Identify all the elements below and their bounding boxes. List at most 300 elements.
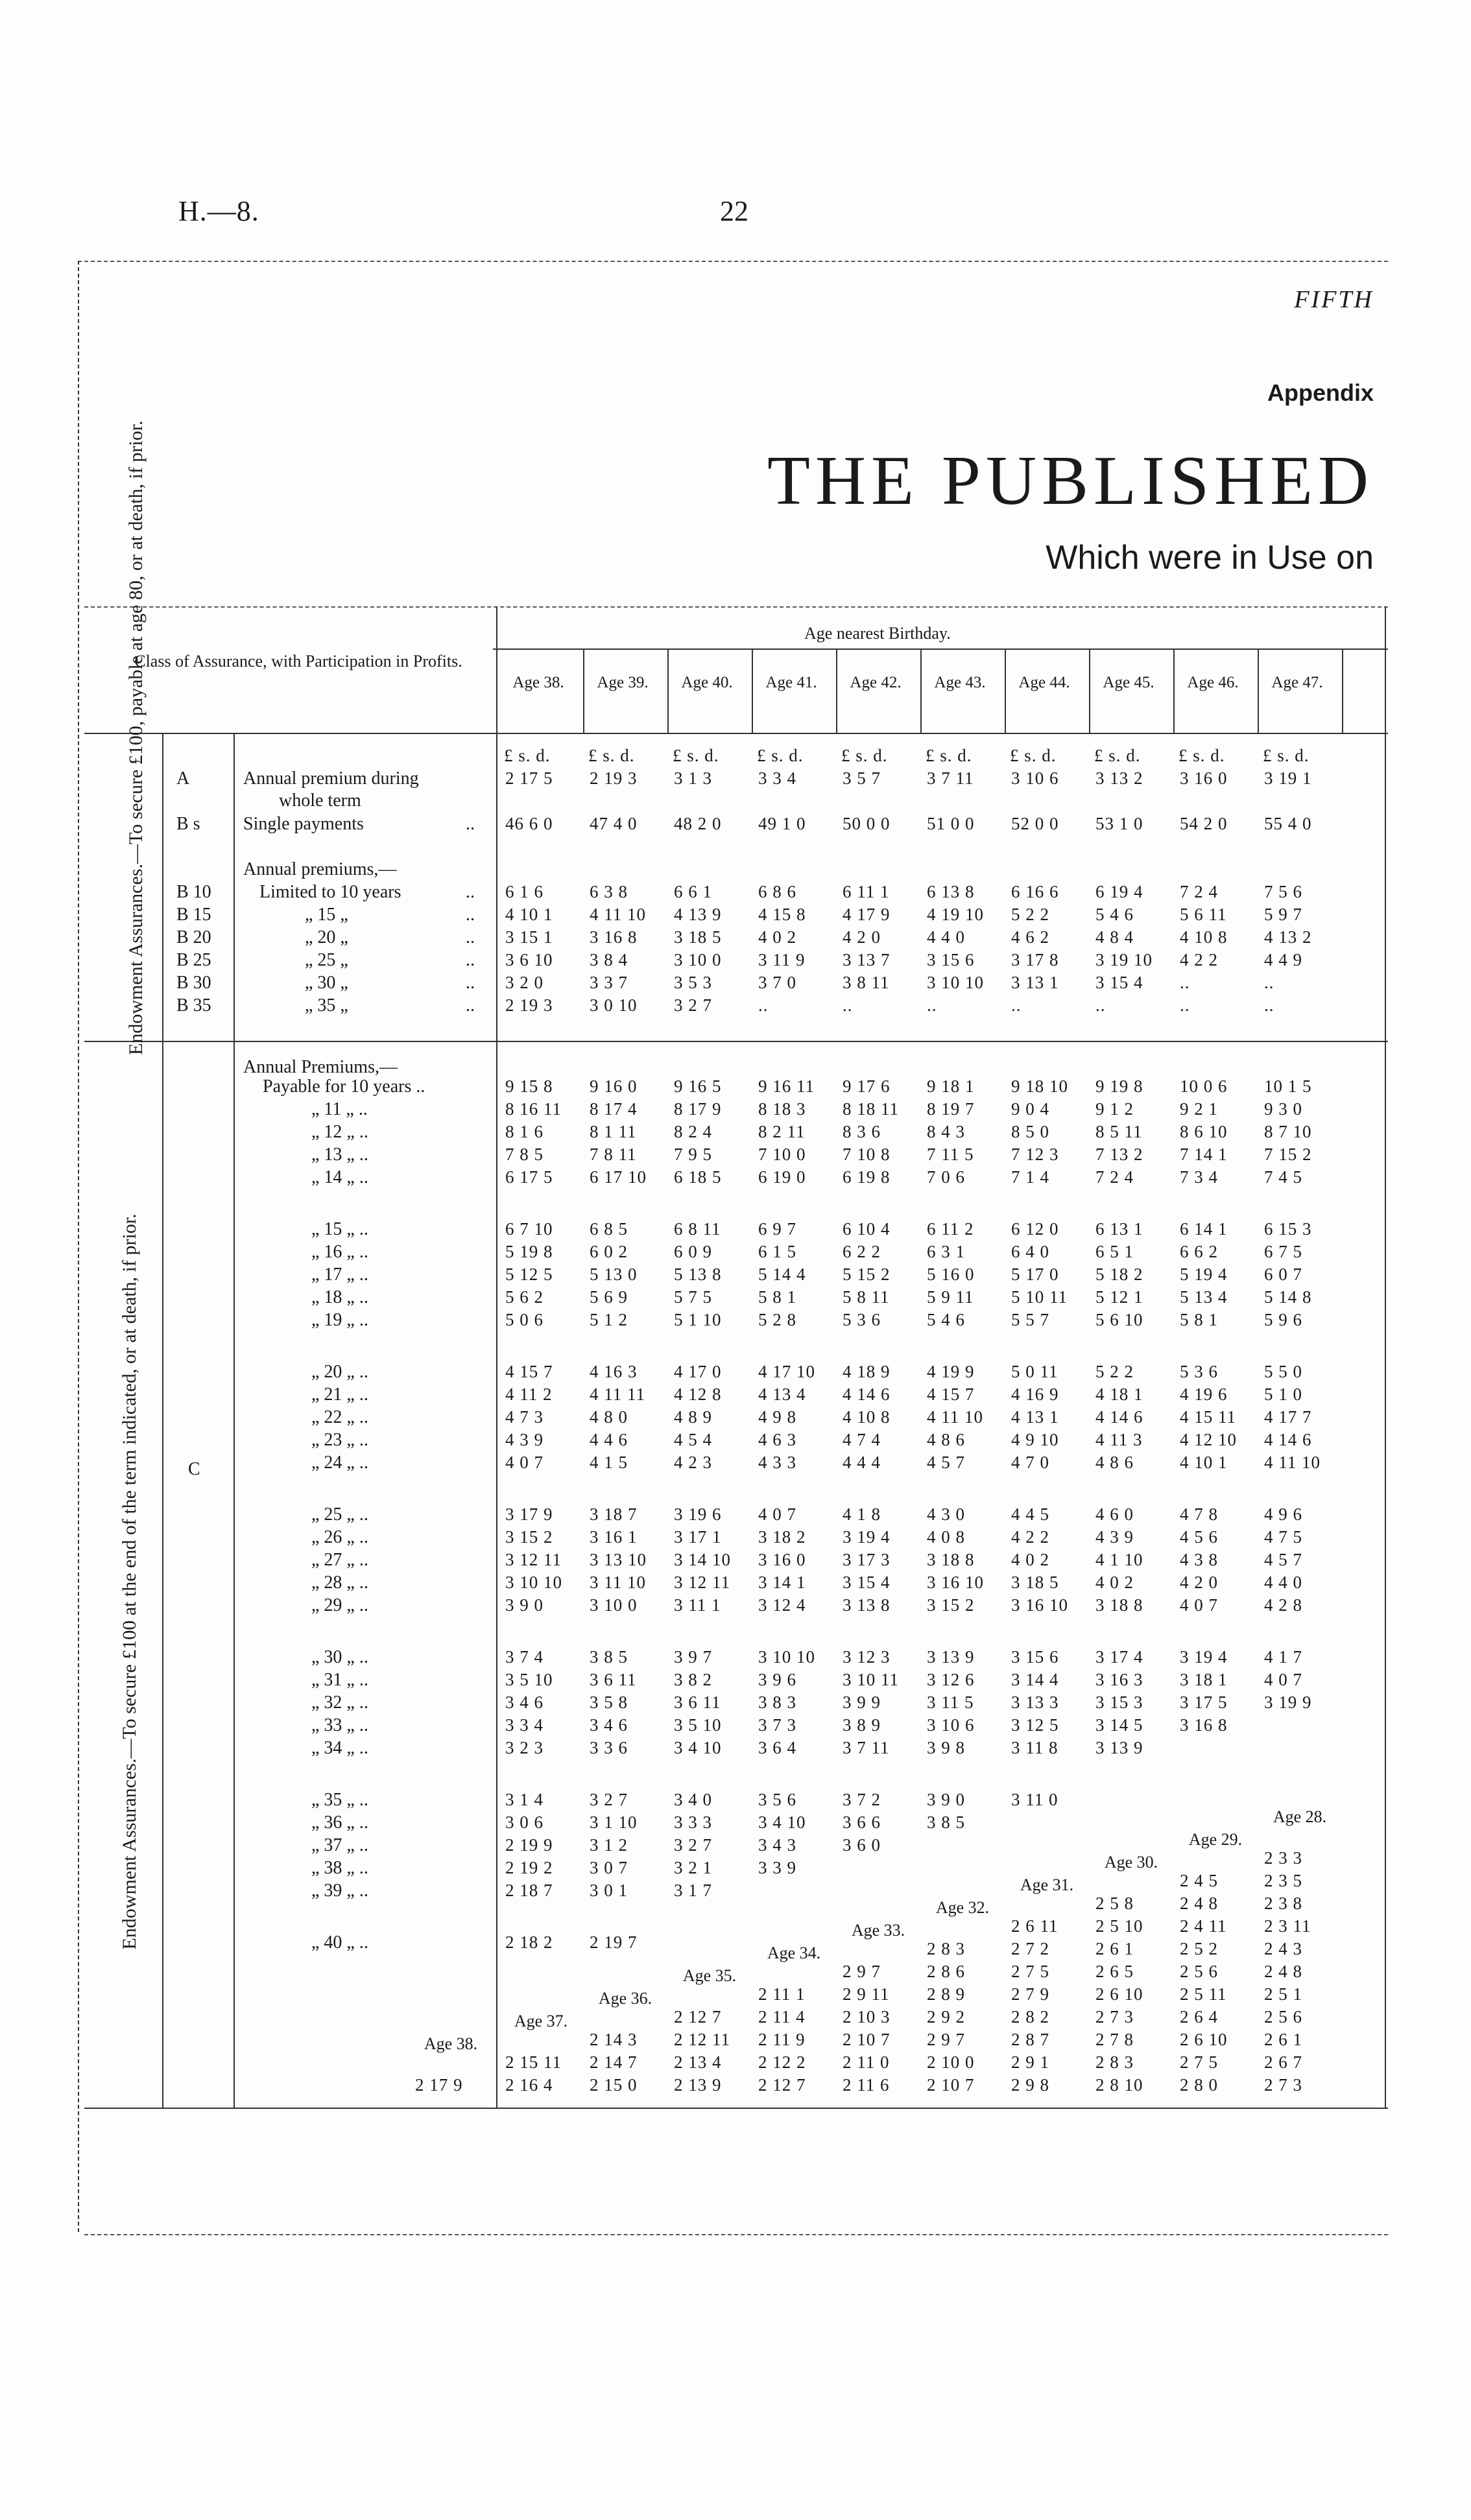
premium-cell: 8 18 3 [758, 1099, 806, 1119]
premium-cell: .. [1011, 995, 1022, 1015]
term-label: Payable for 10 years .. [263, 1076, 425, 1097]
staircase-cell: 2 4 5 [1180, 1871, 1218, 1890]
premium-cell: 9 17 6 [843, 1076, 891, 1096]
staircase-age-label: Age 31. [1020, 1875, 1074, 1894]
staircase-cell: 2 10 3 [843, 2007, 891, 2027]
staircase-cell: 2 9 2 [927, 2007, 965, 2027]
premium-cell: 3 13 9 [1095, 1738, 1143, 1757]
premium-cell: 3 6 11 [674, 1693, 721, 1712]
col-rule-right [1385, 606, 1386, 2108]
premium-cell: 55 4 0 [1264, 814, 1312, 833]
premium-cell: 6 18 5 [674, 1167, 722, 1187]
col-rule [1342, 648, 1343, 733]
leader-dots: .. [466, 814, 475, 834]
premium-cell: 6 0 7 [1264, 1265, 1302, 1284]
class-code: A [176, 768, 190, 789]
staircase-cell: 2 17 9 [415, 2075, 463, 2095]
term-label: „ 21 „ .. [311, 1385, 368, 1405]
premium-cell: 3 1 10 [590, 1813, 638, 1832]
premium-cell: 7 2 4 [1095, 1167, 1134, 1187]
premium-cell: 3 5 8 [590, 1693, 628, 1712]
class-code: B 35 [176, 995, 211, 1016]
leader-dots: .. [466, 882, 475, 902]
staircase-cell: 2 9 8 [1011, 2075, 1049, 2095]
term-label: „ 14 „ .. [311, 1167, 368, 1187]
currency-header: £ s. d. [673, 746, 719, 765]
staircase-cell: 2 6 1 [1264, 2030, 1302, 2049]
premium-cell: .. [1180, 973, 1190, 992]
premium-cell: 3 0 1 [590, 1881, 628, 1900]
premium-cell: 6 0 9 [674, 1242, 712, 1261]
col-rule [1173, 648, 1175, 733]
premium-cell: 4 3 9 [505, 1430, 544, 1449]
premium-cell: 3 10 10 [758, 1647, 815, 1667]
premium-cell: 50 0 0 [843, 814, 891, 833]
staircase-cell: 2 7 2 [1011, 1939, 1049, 1958]
premium-cell: 4 11 10 [927, 1407, 983, 1427]
staircase-cell: 2 15 0 [590, 2075, 638, 2095]
top-rule [78, 261, 1388, 262]
staircase-cell: 2 5 2 [1180, 1939, 1218, 1958]
staircase-cell: 2 14 7 [590, 2052, 638, 2072]
leader-dots: .. [466, 950, 475, 970]
term-label: „ 28 „ .. [311, 1573, 368, 1593]
premium-cell: 6 1 6 [505, 882, 544, 901]
premium-cell: 4 10 8 [1180, 927, 1228, 947]
premium-cell: 5 13 4 [1180, 1287, 1228, 1307]
premium-cell: 8 7 10 [1264, 1122, 1312, 1141]
premium-cell: 3 18 8 [927, 1550, 975, 1569]
col-rule-class [496, 606, 497, 2108]
staircase-cell: 2 4 8 [1180, 1894, 1218, 1913]
premium-cell: 4 2 0 [843, 927, 881, 947]
premium-cell: 3 5 10 [505, 1670, 553, 1689]
premium-cell: 3 10 6 [1011, 768, 1059, 788]
staircase-cell: 2 16 4 [505, 2075, 553, 2095]
section2-side-label: Endowment Assurances.—To secure £100 at the end of the term indicated, or at death, if prior. [119, 1213, 140, 1950]
premium-cell: 4 18 9 [843, 1362, 891, 1381]
premium-cell: 3 15 4 [843, 1573, 891, 1592]
premium-cell: 4 8 6 [927, 1430, 965, 1449]
age-header: Age 42. [850, 674, 902, 691]
staircase-cell: 2 11 6 [843, 2075, 890, 2095]
premium-cell: 4 4 4 [843, 1453, 881, 1472]
premium-cell: 4 5 4 [674, 1430, 712, 1449]
premium-cell: .. [1264, 973, 1274, 992]
premium-cell: 3 16 10 [927, 1573, 984, 1592]
premium-cell: 4 1 7 [1264, 1647, 1302, 1667]
premium-cell: 3 11 10 [590, 1573, 646, 1592]
staircase-cell: 2 9 7 [843, 1962, 881, 1981]
staircase-cell: 2 5 10 [1095, 1916, 1143, 1936]
premium-cell: 3 13 1 [1011, 973, 1059, 992]
premium-cell: 5 15 2 [843, 1265, 891, 1284]
term-label: „ 18 „ .. [311, 1287, 368, 1307]
premium-cell: 3 8 9 [843, 1715, 881, 1735]
premium-cell: 4 5 7 [1264, 1550, 1302, 1569]
premium-cell: 3 0 7 [590, 1858, 628, 1877]
premium-cell: 9 2 1 [1180, 1099, 1218, 1119]
premium-cell: 5 18 2 [1095, 1265, 1143, 1284]
premium-cell: 6 13 1 [1095, 1219, 1143, 1239]
premium-cell: 3 15 6 [1011, 1647, 1059, 1667]
premium-cell: 3 17 1 [674, 1527, 722, 1547]
premium-cell: 4 0 8 [927, 1527, 965, 1547]
leader-dots: .. [466, 905, 475, 925]
left-rule [78, 261, 79, 2232]
premium-cell: 6 10 4 [843, 1219, 891, 1239]
premium-cell: 8 1 11 [590, 1122, 637, 1141]
premium-cell: 3 18 8 [1095, 1595, 1143, 1615]
premium-cell: 4 6 3 [758, 1430, 796, 1449]
premium-cell: 4 4 0 [927, 927, 965, 947]
premium-cell: 4 1 5 [590, 1453, 628, 1472]
premium-cell: 3 11 8 [1011, 1738, 1058, 1757]
premium-cell: 3 18 5 [674, 927, 722, 947]
term-label: „ 11 „ .. [311, 1099, 368, 1119]
staircase-cell: 2 7 3 [1095, 2007, 1134, 2027]
appendix-heading: Appendix [1267, 379, 1374, 406]
premium-cell: 52 0 0 [1011, 814, 1059, 833]
premium-cell: 4 15 8 [758, 905, 806, 924]
staircase-cell: 2 5 6 [1264, 2007, 1302, 2027]
row-label: „ 35 „ [305, 995, 348, 1016]
premium-cell: 3 16 1 [590, 1527, 638, 1547]
section1-side-label: Endowment Assurances.—To secure £100, payable at age 80, or at death, if prior. [125, 420, 147, 1055]
premium-cell: 3 3 4 [758, 768, 796, 788]
staircase-cell: 2 8 3 [1095, 2052, 1134, 2072]
premium-cell: 8 6 10 [1180, 1122, 1228, 1141]
class-code: B 30 [176, 973, 211, 993]
premium-cell: 5 16 0 [927, 1265, 975, 1284]
premium-cell: 4 12 8 [674, 1385, 722, 1404]
premium-cell: 3 8 2 [674, 1670, 712, 1689]
premium-cell: 3 18 7 [590, 1504, 638, 1524]
premium-cell: 7 8 5 [505, 1145, 544, 1164]
premium-cell: 3 4 0 [674, 1790, 712, 1809]
premium-cell: 3 15 4 [1095, 973, 1143, 992]
staircase-cell: 2 8 6 [927, 1962, 965, 1981]
premium-cell: 2 19 7 [590, 1932, 638, 1952]
term-label: „ 26 „ .. [311, 1527, 368, 1547]
staircase-cell: 2 10 7 [843, 2030, 891, 2049]
premium-cell: 3 9 0 [927, 1790, 965, 1809]
premium-cell: 2 19 3 [590, 768, 638, 788]
premium-cell: 4 9 8 [758, 1407, 796, 1427]
term-label: „ 20 „ .. [311, 1362, 368, 1382]
premium-cell: 3 4 6 [505, 1693, 544, 1712]
staircase-age-label: Age 34. [767, 1943, 821, 1962]
premium-cell: 6 8 11 [674, 1219, 721, 1239]
premium-cell: 7 8 11 [590, 1145, 637, 1164]
premium-cell: 3 9 0 [505, 1595, 544, 1615]
premium-cell: 4 14 6 [843, 1385, 891, 1404]
premium-cell: 5 6 9 [590, 1287, 628, 1307]
premium-cell: 5 2 2 [1095, 1362, 1134, 1381]
premium-cell: 7 3 4 [1180, 1167, 1218, 1187]
premium-cell: 5 9 6 [1264, 1310, 1302, 1329]
premium-cell: 4 14 6 [1095, 1407, 1143, 1427]
staircase-cell: 2 4 8 [1264, 1962, 1302, 1981]
premium-cell: 3 13 7 [843, 950, 891, 969]
premium-cell: 9 16 11 [758, 1076, 815, 1096]
premium-cell: 46 6 0 [505, 814, 553, 833]
premium-cell: 3 17 4 [1095, 1647, 1143, 1667]
premium-cell: 4 11 3 [1095, 1430, 1143, 1449]
premium-cell: 5 19 4 [1180, 1265, 1228, 1284]
premium-cell: 3 12 11 [505, 1550, 562, 1569]
staircase-cell: 2 11 4 [758, 2007, 806, 2027]
premium-cell: 6 12 0 [1011, 1219, 1059, 1239]
premium-cell: 4 0 7 [1264, 1670, 1302, 1689]
premium-cell: 4 17 10 [758, 1362, 815, 1381]
premium-cell: 3 13 10 [590, 1550, 647, 1569]
premium-cell: 3 7 11 [843, 1738, 890, 1757]
premium-cell: 4 9 10 [1011, 1430, 1059, 1449]
premium-cell: 9 15 8 [505, 1076, 553, 1096]
staircase-cell: 2 6 10 [1095, 1984, 1143, 2004]
premium-cell: 3 15 2 [927, 1595, 975, 1615]
premium-cell: 4 3 3 [758, 1453, 796, 1472]
premium-cell: 4 2 2 [1011, 1527, 1049, 1547]
premium-cell: 3 13 2 [1095, 768, 1143, 788]
premium-cell: 7 11 5 [927, 1145, 974, 1164]
premium-cell: 6 17 10 [590, 1167, 647, 1187]
premium-cell: 7 10 0 [758, 1145, 806, 1164]
premium-cell: 4 13 1 [1011, 1407, 1059, 1427]
premium-cell: 8 1 6 [505, 1122, 544, 1141]
row-label: Limited to 10 years [259, 882, 401, 902]
premium-cell: 6 19 4 [1095, 882, 1143, 901]
row-label: „ 15 „ [305, 905, 348, 925]
term-label: „ 15 „ .. [311, 1219, 368, 1239]
term-label: „ 22 „ .. [311, 1407, 368, 1427]
premium-cell: 3 14 10 [674, 1550, 731, 1569]
premium-cell: 4 10 8 [843, 1407, 891, 1427]
currency-header: £ s. d. [504, 746, 551, 765]
currency-header: £ s. d. [1094, 746, 1141, 765]
premium-cell: 5 6 10 [1095, 1310, 1143, 1329]
premium-cell: 4 4 5 [1011, 1504, 1049, 1524]
premium-cell: 4 15 11 [1180, 1407, 1236, 1427]
term-label: „ 33 „ .. [311, 1715, 368, 1735]
term-label: „ 12 „ .. [311, 1122, 368, 1142]
term-label: „ 19 „ .. [311, 1310, 368, 1330]
premium-cell: 7 2 4 [1180, 882, 1218, 901]
staircase-cell: 2 4 11 [1180, 1916, 1227, 1936]
term-label: „ 23 „ .. [311, 1430, 368, 1450]
premium-cell: 6 3 8 [590, 882, 628, 901]
premium-cell: 8 2 4 [674, 1122, 712, 1141]
staircase-age-label: Age 29. [1188, 1830, 1243, 1849]
premium-cell: 3 12 11 [674, 1573, 730, 1592]
premium-cell: 3 10 10 [927, 973, 984, 992]
premium-cell: 3 1 4 [505, 1790, 544, 1809]
staircase-age-label: Age 30. [1104, 1853, 1158, 1872]
row-label: Single payments [243, 814, 364, 834]
premium-cell: 3 3 4 [505, 1715, 544, 1735]
premium-cell: 3 12 4 [758, 1595, 806, 1615]
premium-cell: 10 0 6 [1180, 1076, 1228, 1096]
row-label-cont: whole term [279, 790, 361, 811]
class-code: B 20 [176, 927, 211, 947]
header-bottom-rule [84, 733, 1388, 734]
premium-cell: 5 8 1 [758, 1287, 796, 1307]
staircase-cell: 2 6 11 [1011, 1916, 1058, 1936]
premium-cell: 3 5 3 [674, 973, 712, 992]
premium-cell: 5 12 5 [505, 1265, 553, 1284]
premium-cell: 3 13 3 [1011, 1693, 1059, 1712]
class-code: B 10 [176, 882, 211, 902]
premium-cell: 6 15 3 [1264, 1219, 1312, 1239]
premium-cell: 6 14 1 [1180, 1219, 1228, 1239]
premium-cell: 3 11 1 [674, 1595, 721, 1615]
staircase-cell: 2 7 9 [1011, 1984, 1049, 2004]
premium-cell: 3 15 1 [505, 927, 553, 947]
staircase-cell: 2 13 9 [674, 2075, 722, 2095]
staircase-cell: 2 6 10 [1180, 2030, 1228, 2049]
premium-cell: 51 0 0 [927, 814, 975, 833]
premium-cell: 7 0 6 [927, 1167, 965, 1187]
premium-cell: 3 6 11 [590, 1670, 637, 1689]
currency-header: £ s. d. [926, 746, 972, 765]
staircase-cell: 2 8 0 [1180, 2075, 1218, 2095]
page-number: 22 [720, 195, 748, 227]
premium-cell: 2 19 2 [505, 1858, 553, 1877]
premium-cell: 2 17 5 [505, 768, 553, 788]
premium-cell: 4 19 9 [927, 1362, 975, 1381]
premium-cell: 6 1 5 [758, 1242, 796, 1261]
premium-cell: 3 10 0 [590, 1595, 638, 1615]
premium-cell: 7 1 4 [1011, 1167, 1049, 1187]
premium-cell: 3 1 3 [674, 768, 712, 788]
age-header: Age 44. [1018, 674, 1070, 691]
premium-cell: 4 13 9 [674, 905, 722, 924]
premium-cell: 3 2 3 [505, 1738, 544, 1757]
premium-cell: 3 8 3 [758, 1693, 796, 1712]
premium-cell: 5 13 8 [674, 1265, 722, 1284]
col-rule [920, 648, 922, 733]
term-label: „ 29 „ .. [311, 1595, 368, 1615]
term-label: „ 31 „ .. [311, 1670, 368, 1690]
premium-cell: 4 6 2 [1011, 927, 1049, 947]
section2-code: C [188, 1459, 200, 1479]
premium-cell: 5 2 2 [1011, 905, 1049, 924]
premium-cell: 5 2 8 [758, 1310, 796, 1329]
premium-cell: 4 0 2 [1095, 1573, 1134, 1592]
premium-cell: 8 5 11 [1095, 1122, 1143, 1141]
premium-cell: 6 8 6 [758, 882, 796, 901]
premium-cell: 4 16 3 [590, 1362, 638, 1381]
premium-cell: 6 6 1 [674, 882, 712, 901]
staircase-cell: 2 14 3 [590, 2030, 638, 2049]
staircase-cell: 2 9 7 [927, 2030, 965, 2049]
premium-cell: 4 1 10 [1095, 1550, 1143, 1569]
premium-cell: 3 9 9 [843, 1693, 881, 1712]
premium-cell: 3 7 11 [927, 768, 974, 788]
col-rule [583, 648, 584, 733]
staircase-cell: 2 8 3 [927, 1939, 965, 1958]
class-code: B 15 [176, 905, 211, 925]
premium-cell: 9 0 4 [1011, 1099, 1049, 1119]
staircase-cell: 2 7 5 [1180, 2052, 1218, 2072]
term-label: „ 38 „ .. [311, 1858, 368, 1878]
staircase-age-label: Age 37. [514, 2012, 568, 2030]
premium-cell: 3 2 7 [674, 1835, 712, 1855]
fifth-heading: FIFTH [1294, 286, 1374, 313]
premium-cell: 3 18 5 [1011, 1573, 1059, 1592]
premium-cell: 8 16 11 [505, 1099, 562, 1119]
premium-cell: 3 9 7 [674, 1647, 712, 1667]
currency-header: £ s. d. [841, 746, 888, 765]
premium-cell: 4 11 2 [505, 1385, 553, 1404]
premium-cell: 6 13 8 [927, 882, 975, 901]
premium-cell: .. [843, 995, 853, 1015]
premium-cell: 4 11 11 [590, 1385, 645, 1404]
premium-cell: 3 3 9 [758, 1858, 796, 1877]
col-rule [1089, 648, 1090, 733]
premium-cell: 4 17 7 [1264, 1407, 1312, 1427]
staircase-cell: 2 3 11 [1264, 1916, 1311, 1936]
premium-cell: 4 0 7 [758, 1504, 796, 1524]
premium-cell: 4 0 2 [758, 927, 796, 947]
premium-cell: 48 2 0 [674, 814, 722, 833]
premium-cell: 3 19 10 [1095, 950, 1153, 969]
premium-cell: 10 1 5 [1264, 1076, 1312, 1096]
age-header: Age 39. [597, 674, 649, 691]
premium-cell: 6 16 6 [1011, 882, 1059, 901]
premium-cell: 3 15 6 [927, 950, 975, 969]
premium-cell: 5 3 6 [1180, 1362, 1218, 1381]
premium-cell: 6 17 5 [505, 1167, 553, 1187]
premium-cell: 5 8 1 [1180, 1310, 1218, 1329]
premium-cell: 4 4 6 [590, 1430, 628, 1449]
premium-cell: 4 8 6 [1095, 1453, 1134, 1472]
term-label: „ 24 „ .. [311, 1453, 368, 1473]
staircase-age-label: Age 32. [935, 1898, 990, 1917]
premium-cell: 47 4 0 [590, 814, 638, 833]
premium-cell: 5 12 1 [1095, 1287, 1143, 1307]
term-label: „ 40 „ .. [311, 1932, 368, 1953]
premium-cell: 4 11 10 [590, 905, 646, 924]
staircase-age-label: Age 35. [682, 1966, 737, 1985]
premium-cell: 5 6 2 [505, 1287, 544, 1307]
premium-cell: 3 17 9 [505, 1504, 553, 1524]
age-header-rule [493, 648, 1388, 650]
premium-cell: 3 16 10 [1011, 1595, 1068, 1615]
staircase-cell: 2 3 3 [1264, 1848, 1302, 1868]
premium-cell: 54 2 0 [1180, 814, 1228, 833]
premium-cell: 4 12 10 [1180, 1430, 1237, 1449]
premium-cell: 3 12 6 [927, 1670, 975, 1689]
premium-cell: 5 1 2 [590, 1310, 628, 1329]
premium-cell: 4 10 1 [1180, 1453, 1228, 1472]
term-label: „ 37 „ .. [311, 1835, 368, 1855]
premium-cell: 5 1 10 [674, 1310, 722, 1329]
currency-header: £ s. d. [1178, 746, 1225, 765]
premium-cell: 8 3 6 [843, 1122, 881, 1141]
premium-cell: 9 1 2 [1095, 1099, 1134, 1119]
premium-cell: 4 17 9 [843, 905, 891, 924]
premium-cell: 3 19 1 [1264, 768, 1312, 788]
premium-cell: 5 1 0 [1264, 1385, 1302, 1404]
premium-cell: 4 0 2 [1011, 1550, 1049, 1569]
premium-cell: 3 15 3 [1095, 1693, 1143, 1712]
age-header: Age 43. [934, 674, 986, 691]
staircase-cell: 2 5 1 [1264, 1984, 1302, 2004]
col-rule-side [162, 733, 163, 2108]
staircase-age-label: Age 28. [1273, 1807, 1327, 1826]
